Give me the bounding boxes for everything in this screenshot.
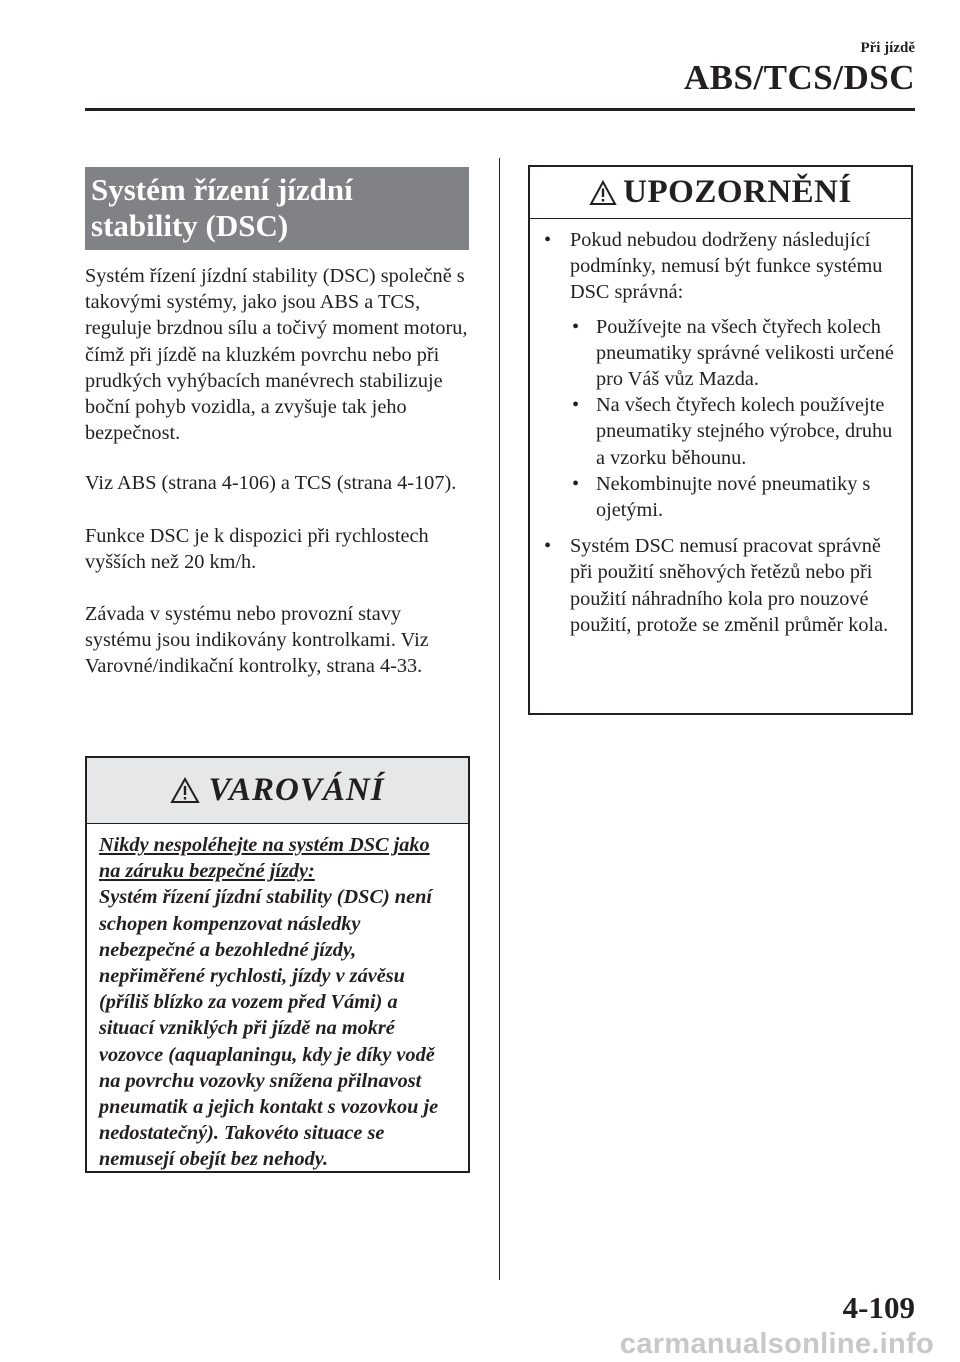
section-heading [85, 167, 469, 250]
caution-sub-list [542, 314, 899, 524]
caution-title: UPOZORNĚNÍ [623, 174, 852, 210]
caution-box [528, 165, 913, 715]
section-heading-line2: stability (DSC) [91, 208, 289, 243]
caution-bullet-text: Pokud nebudou dodrženy následující podmínky, nemusí být funkce systému DSC správná: [570, 229, 883, 304]
caution-sub-item-text: Nekombinujte nové pneumatiky s ojetými. [596, 472, 871, 522]
caution-sub-item [542, 392, 899, 471]
running-header-chapter: ABS/TCS/DSC [683, 58, 915, 97]
warning-body [87, 824, 468, 1173]
header-rule [85, 108, 915, 111]
bullet-dot-icon: • [572, 472, 580, 495]
paragraph-indicators: Závada v systému nebo provozní stavy systému jsou indikovány kontrolkami. Viz Varovné/indikační kontrolky, strana 4-33. [85, 603, 429, 678]
caution-bullet-text: Systém DSC nemusí pracovat správně při použití sněhových řetězů nebo při použití náhradního kola pro nouzové použití, protože se změnil průměr kola. [570, 535, 889, 636]
paragraph-speed: Funkce DSC je k dispozici při rychlostech vyšších než 20 km/h. [85, 524, 429, 573]
left-column [85, 167, 469, 680]
bullet-dot-icon: • [544, 229, 552, 251]
watermark: carmanualsonline.info [619, 1328, 934, 1360]
bullet-dot-icon: • [544, 535, 552, 558]
page-number: 4-109 [842, 1290, 915, 1325]
warning-lead: Nikdy nespoléhejte na systém DSC jako na záruku bezpečné jízdy: [99, 834, 430, 883]
caution-header [530, 167, 911, 219]
paragraph-intro: Systém řízení jízdní stability (DSC) společně s takovými systémy, jako jsou ABS a TCS, reguluje brzdnou sílu a točivý moment motoru, čímž při jízdě na kluzkém povrchu nebo při prudkých vyhýbacích manévrech stabilizuje boční pohyb vozidla, a zvyšuje tak jeho bezpečnost. [85, 265, 468, 445]
warning-header [87, 758, 468, 824]
running-header-section: Při jízdě [860, 40, 915, 56]
column-divider [499, 158, 500, 1280]
bullet-dot-icon: • [572, 315, 580, 338]
caution-body [530, 219, 911, 638]
section-heading-line1: Systém řízení jízdní [91, 172, 353, 207]
warning-text: Systém řízení jízdní stability (DSC) není schopen kompenzovat následky nebezpečné a bezohledné jízdy, nepřiměřené rychlosti, jízdy v závěsu (příliš blízko za vozem před Vámi) a situací vzniklých při jízdě na mokré vozovce (aquaplaningu, kdy je díky vodě na povrchu vozovky snížena přilnavost pneumatik a jejich kontakt s vozovkou je nedostatečný). Takovéto situace se nemusejí obejít bez nehody. [99, 886, 439, 1171]
warning-triangle-icon [589, 180, 617, 206]
warning-title: VAROVÁNÍ [208, 772, 385, 808]
bullet-dot-icon: • [572, 394, 580, 417]
warning-box [85, 756, 470, 1173]
caution-sub-item-text: Používejte na všech čtyřech kolech pneumatiky správné velikosti určené pro Váš vůz Mazda. [596, 315, 894, 391]
caution-sub-item [542, 471, 899, 523]
caution-bullet [542, 227, 899, 306]
caution-bullet [542, 533, 899, 638]
paragraph-see-also: Viz ABS (strana 4-106) a TCS (strana 4-107). [85, 472, 457, 495]
warning-triangle-icon [170, 777, 200, 804]
caution-sub-item-text: Na všech čtyřech kolech používejte pneumatiky stejného výrobce, druhu a vzorku běhounu. [596, 394, 893, 469]
caution-sub-item [542, 314, 899, 393]
